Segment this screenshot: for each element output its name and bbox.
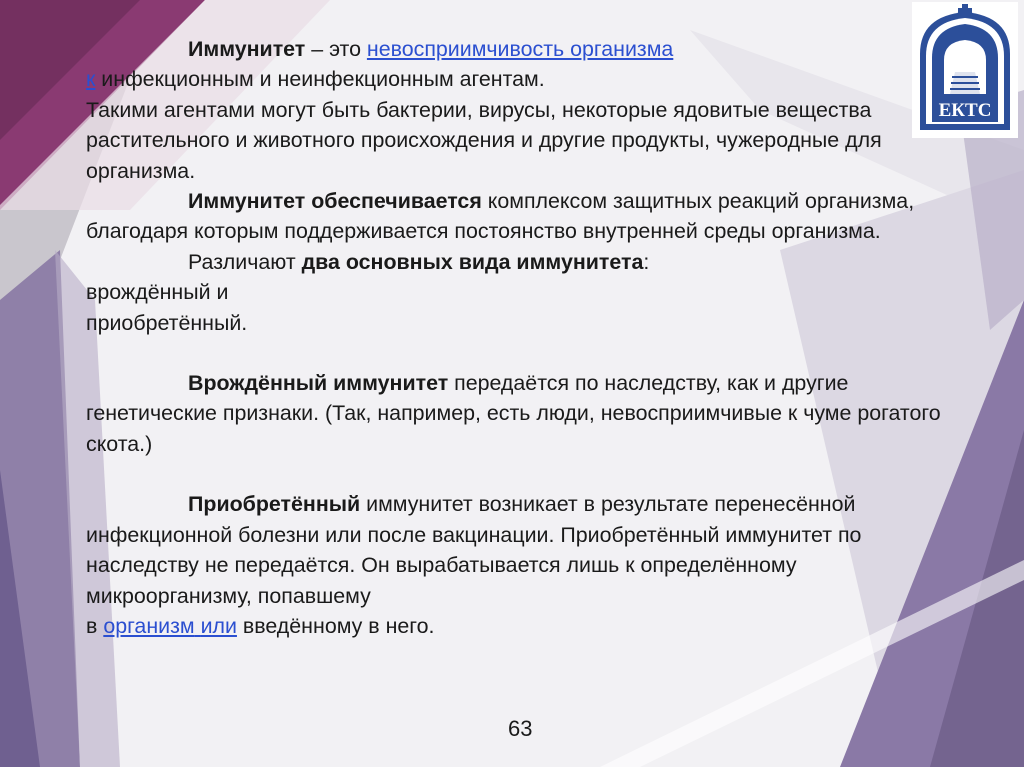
paragraph-immunity-definition: Иммунитет – это невосприимчивость организма к инфекционным и неинфекционным агентам. Такими агентами могут быть бактерии, вирусы, некоторые ядовитые вещества растительного и животного происхождения и другие продукты, чужеродные для организма. — [86, 37, 882, 183]
type-innate: врождённый и — [86, 280, 229, 305]
link-or[interactable]: или — [200, 613, 237, 638]
paragraph-acquired-immunity: Приобретённый иммунитет возникает в результате перенесённой инфекционной болезни или после вакцинации. Приобретённый иммунитет по наследству не передаётся. Он вырабатывается лишь к определённому микроорганизму, попавшему в организм или введённому в него. — [86, 492, 862, 638]
type-acquired: приобретённый. — [86, 310, 248, 335]
page-number: 63 — [508, 716, 533, 741]
link-insusceptibility[interactable]: невосприимчивость организма — [366, 37, 674, 61]
term-acquired: Приобретённый — [188, 492, 361, 517]
link-organism[interactable]: организм — [103, 613, 195, 638]
term-two-types: два основных вида иммунитета — [301, 249, 644, 274]
paragraph-immunity-types: Различают два основных вида иммунитета: врождённый и приобретённый. — [86, 249, 650, 335]
term-immunity-provided: Иммунитет обеспечивается — [188, 189, 482, 214]
paragraph-innate-immunity: Врождённый иммунитет передаётся по наследству, как и другие генетические признаки. (Так, например, есть люди, невосприимчивые к чуме рогатого скота.) — [86, 371, 941, 456]
link-k[interactable]: к — [86, 67, 96, 92]
paragraph-immunity-provided: Иммунитет обеспечивается комплексом защитных реакций организма, благодаря которым поддерживается постоянство внутренней среды организма. — [86, 189, 915, 244]
term-immunity: Иммунитет — [188, 37, 306, 61]
term-innate-immunity: Врождённый иммунитет — [188, 371, 449, 396]
logo-text: ЕКТС — [938, 100, 992, 121]
slide-body — [86, 34, 966, 641]
